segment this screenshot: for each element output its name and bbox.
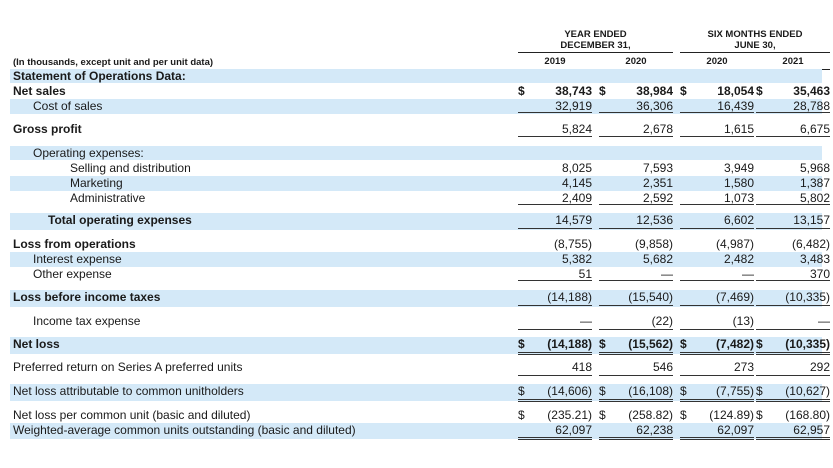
value-cell xyxy=(756,122,830,138)
table-row xyxy=(10,213,830,230)
value-cell xyxy=(680,408,754,423)
value-cell xyxy=(518,213,592,230)
value-cell xyxy=(599,237,673,252)
value-cell xyxy=(680,99,754,114)
row-label: Net loss attributable to common unitholders xyxy=(13,384,244,398)
value-underline xyxy=(680,305,754,306)
row-label: Other expense xyxy=(33,267,112,281)
value-underline xyxy=(599,305,673,306)
row-label: Income tax expense xyxy=(33,314,141,328)
value-number: 62,238 xyxy=(636,423,673,437)
value-underline xyxy=(518,305,592,306)
table-row xyxy=(10,191,830,206)
value-underline xyxy=(599,280,673,281)
value-cell xyxy=(599,176,673,191)
table-row xyxy=(10,176,830,191)
six-months-underline xyxy=(680,52,830,53)
currency-symbol: $ xyxy=(518,337,525,351)
value-number: 36,306 xyxy=(636,99,673,113)
value-cell xyxy=(756,337,830,354)
row-label: Weighted-average common units outstanding (basic and diluted) xyxy=(13,423,356,437)
value-cell xyxy=(518,408,592,423)
table-row xyxy=(10,69,822,83)
value-cell xyxy=(680,360,754,377)
value-underline xyxy=(599,228,673,229)
value-cell xyxy=(599,191,673,206)
currency-symbol: $ xyxy=(599,84,606,98)
value-number: 1,073 xyxy=(723,191,754,205)
value-cell xyxy=(680,191,754,206)
value-cell xyxy=(680,176,754,191)
value-number: 3,949 xyxy=(723,161,754,175)
value-underline xyxy=(518,228,592,229)
value-underline xyxy=(680,437,754,440)
value-underline xyxy=(599,375,673,376)
value-cell xyxy=(756,423,830,439)
value-number: (168.80) xyxy=(785,408,830,422)
value-cell xyxy=(680,122,754,138)
value-number: 418 xyxy=(571,360,592,374)
value-underline xyxy=(518,280,592,281)
value-cell xyxy=(756,84,830,98)
value-cell xyxy=(756,99,830,114)
value-number: 28,788 xyxy=(793,99,830,113)
value-cell xyxy=(599,84,673,98)
value-number: 2,482 xyxy=(723,252,754,266)
value-cell xyxy=(680,337,754,354)
value-number: (16,108) xyxy=(628,384,673,398)
value-underline xyxy=(680,136,754,137)
value-cell xyxy=(680,290,754,307)
year-header-2020-annual: 2020 xyxy=(625,56,647,67)
value-number: (258.82) xyxy=(628,408,673,422)
year-header-2020-six-months: 2020 xyxy=(706,56,728,67)
currency-symbol: $ xyxy=(756,384,763,398)
value-underline xyxy=(680,204,754,205)
value-number: 5,968 xyxy=(799,161,830,175)
value-number: (10,627) xyxy=(785,384,830,398)
year-ended-line-2: DECEMBER 31, xyxy=(560,40,631,51)
value-cell xyxy=(599,290,673,307)
table-row xyxy=(10,122,830,138)
value-number: (14,188) xyxy=(547,290,592,304)
currency-symbol: $ xyxy=(518,384,525,398)
year-ended-underline xyxy=(518,52,673,53)
value-cell xyxy=(518,252,592,267)
value-underline xyxy=(680,112,754,113)
row-label: Cost of sales xyxy=(33,99,103,113)
value-cell xyxy=(599,99,673,114)
value-cell xyxy=(680,161,754,176)
value-cell xyxy=(680,267,754,282)
value-number: 38,743 xyxy=(555,84,592,98)
currency-symbol: $ xyxy=(599,408,606,422)
table-row xyxy=(10,423,830,439)
currency-symbol: $ xyxy=(518,84,525,98)
currency-symbol: $ xyxy=(680,84,687,98)
value-underline xyxy=(680,399,754,402)
value-number: (13) xyxy=(732,314,754,328)
value-underline xyxy=(599,112,673,113)
value-number: (235.21) xyxy=(547,408,592,422)
table-row xyxy=(10,337,830,354)
value-cell xyxy=(756,360,830,377)
value-underline xyxy=(599,352,673,355)
table-row xyxy=(10,290,830,307)
value-number: 7,593 xyxy=(642,161,673,175)
value-underline xyxy=(756,352,830,355)
value-number: 38,984 xyxy=(636,84,673,98)
row-label: Net sales xyxy=(13,84,66,98)
value-number: (124.89) xyxy=(709,408,754,422)
currency-symbol: $ xyxy=(599,384,606,398)
value-cell xyxy=(518,161,592,176)
value-cell xyxy=(680,213,754,230)
year-ended-line-1: YEAR ENDED xyxy=(564,29,627,40)
value-cell xyxy=(756,161,830,176)
value-number: 6,675 xyxy=(799,122,830,136)
value-cell xyxy=(680,384,754,401)
table-row xyxy=(10,161,830,176)
column-header-six-months xyxy=(680,29,830,51)
value-cell xyxy=(680,84,754,98)
table-row xyxy=(10,267,830,282)
value-number: — xyxy=(661,267,673,281)
value-underline xyxy=(680,329,754,330)
value-underline xyxy=(756,375,830,376)
value-number: 273 xyxy=(733,360,754,374)
value-cell xyxy=(599,360,673,377)
value-number: 32,919 xyxy=(555,99,592,113)
value-underline xyxy=(756,329,830,330)
value-number: 5,824 xyxy=(561,122,592,136)
value-number: 3,483 xyxy=(799,252,830,266)
table-row xyxy=(10,384,830,401)
value-number: 13,157 xyxy=(793,213,830,227)
value-number: 16,439 xyxy=(717,99,754,113)
row-label: Selling and distribution xyxy=(70,161,191,175)
table-row xyxy=(10,84,830,98)
value-cell xyxy=(756,267,830,282)
row-label: Loss from operations xyxy=(13,237,136,251)
value-number: 292 xyxy=(809,360,830,374)
value-underline xyxy=(756,228,830,229)
value-number: 35,463 xyxy=(793,84,830,98)
table-row xyxy=(10,99,830,114)
currency-symbol: $ xyxy=(680,408,687,422)
value-number: 1,580 xyxy=(723,176,754,190)
value-number: 370 xyxy=(809,267,830,281)
value-number: 62,957 xyxy=(793,423,830,437)
row-label: Operating expenses: xyxy=(33,146,144,160)
value-underline xyxy=(756,136,830,137)
value-number: 2,409 xyxy=(561,191,592,205)
value-underline xyxy=(518,437,592,440)
value-number: (7,482) xyxy=(715,337,754,351)
value-cell xyxy=(599,408,673,423)
currency-symbol: $ xyxy=(756,84,763,98)
value-underline xyxy=(680,375,754,376)
value-cell xyxy=(756,237,830,252)
value-underline xyxy=(680,228,754,229)
value-underline xyxy=(518,352,592,355)
value-number: 51 xyxy=(578,267,592,281)
year-header-2019: 2019 xyxy=(544,56,566,67)
value-number: (15,562) xyxy=(628,337,673,351)
row-label: Interest expense xyxy=(33,252,122,266)
value-cell xyxy=(680,252,754,267)
value-underline xyxy=(599,399,673,402)
value-number: 2,678 xyxy=(642,122,673,136)
value-cell xyxy=(756,384,830,401)
value-number: 2,351 xyxy=(642,176,673,190)
value-cell xyxy=(756,252,830,267)
row-label: Net loss xyxy=(13,337,60,351)
table-row xyxy=(10,252,830,267)
value-underline xyxy=(599,329,673,330)
currency-symbol: $ xyxy=(756,408,763,422)
value-number: (9,858) xyxy=(634,237,673,251)
value-number: 2,592 xyxy=(642,191,673,205)
six-months-line-2: JUNE 30, xyxy=(734,40,776,51)
value-cell xyxy=(680,237,754,252)
value-underline xyxy=(680,280,754,281)
value-cell xyxy=(756,213,830,230)
currency-symbol: $ xyxy=(599,337,606,351)
value-cell xyxy=(599,122,673,138)
value-number: (10,335) xyxy=(785,290,830,304)
value-number: 1,387 xyxy=(799,176,830,190)
value-number: — xyxy=(742,267,754,281)
value-underline xyxy=(756,305,830,306)
row-label: Marketing xyxy=(70,176,123,190)
value-number: 5,802 xyxy=(799,191,830,205)
value-cell xyxy=(680,314,754,331)
value-cell xyxy=(518,384,592,401)
value-underline xyxy=(599,136,673,137)
value-cell xyxy=(518,337,592,354)
row-label: (In thousands, except unit and per unit data) xyxy=(13,57,214,68)
value-number: (6,482) xyxy=(791,237,830,251)
value-number: 62,097 xyxy=(717,423,754,437)
value-cell xyxy=(599,384,673,401)
row-label: Loss before income taxes xyxy=(13,290,161,304)
column-header-year-ended xyxy=(518,29,673,51)
value-number: 5,682 xyxy=(642,252,673,266)
value-cell xyxy=(599,314,673,331)
value-number: (15,540) xyxy=(628,290,673,304)
value-underline xyxy=(756,437,830,440)
value-number: (14,188) xyxy=(547,337,592,351)
value-number: 546 xyxy=(652,360,673,374)
value-number: — xyxy=(580,314,592,328)
value-number: (4,987) xyxy=(715,237,754,251)
value-cell xyxy=(756,408,830,423)
value-underline xyxy=(518,399,592,402)
row-label: Administrative xyxy=(70,191,146,205)
value-number: (22) xyxy=(651,314,673,328)
value-cell xyxy=(518,122,592,138)
value-underline xyxy=(518,136,592,137)
value-number: (14,606) xyxy=(547,384,592,398)
value-underline xyxy=(756,204,830,205)
table-row xyxy=(10,146,822,160)
value-number: 1,615 xyxy=(723,122,754,136)
value-underline xyxy=(599,437,673,440)
value-cell xyxy=(599,267,673,282)
value-cell xyxy=(518,237,592,252)
value-cell xyxy=(756,176,830,191)
value-underline xyxy=(518,204,592,205)
value-cell xyxy=(599,423,673,439)
row-label: Preferred return on Series A preferred units xyxy=(13,360,243,374)
value-number: 12,536 xyxy=(636,213,673,227)
value-number: 8,025 xyxy=(561,161,592,175)
value-cell xyxy=(518,290,592,307)
row-label: Total operating expenses xyxy=(48,213,192,227)
value-cell xyxy=(599,252,673,267)
value-cell xyxy=(599,161,673,176)
row-label: Gross profit xyxy=(13,122,82,136)
value-cell xyxy=(518,191,592,206)
value-underline xyxy=(518,375,592,376)
value-underline xyxy=(680,352,754,355)
currency-symbol: $ xyxy=(680,384,687,398)
row-label: Net loss per common unit (basic and diluted) xyxy=(13,408,251,422)
table-row xyxy=(10,408,830,423)
value-underline xyxy=(756,399,830,402)
six-months-line-1: SIX MONTHS ENDED xyxy=(707,29,803,40)
value-cell xyxy=(518,423,592,439)
value-number: (10,335) xyxy=(785,337,830,351)
currency-symbol: $ xyxy=(756,337,763,351)
value-number: (8,755) xyxy=(553,237,592,251)
value-cell xyxy=(756,191,830,206)
year-header-2021: 2021 xyxy=(782,56,804,67)
value-cell xyxy=(599,337,673,354)
row-label: Statement of Operations Data: xyxy=(13,69,186,83)
value-cell xyxy=(518,267,592,282)
value-number: 14,579 xyxy=(555,213,592,227)
value-cell xyxy=(756,290,830,307)
currency-symbol: $ xyxy=(680,337,687,351)
value-cell xyxy=(680,423,754,439)
value-number: 18,054 xyxy=(717,84,754,98)
value-number: 5,382 xyxy=(561,252,592,266)
value-cell xyxy=(518,84,592,98)
value-number: — xyxy=(818,314,830,328)
value-cell xyxy=(756,314,830,331)
value-cell xyxy=(518,314,592,331)
value-underline xyxy=(756,112,830,113)
value-number: 6,602 xyxy=(723,213,754,227)
value-number: (7,755) xyxy=(715,384,754,398)
value-cell xyxy=(599,213,673,230)
value-number: (7,469) xyxy=(715,290,754,304)
value-number: 62,097 xyxy=(555,423,592,437)
value-cell xyxy=(518,176,592,191)
currency-symbol: $ xyxy=(518,408,525,422)
value-cell xyxy=(518,360,592,377)
value-underline xyxy=(518,329,592,330)
table-row xyxy=(10,237,830,252)
table-row xyxy=(10,360,830,377)
value-number: 4,145 xyxy=(561,176,592,190)
table-row xyxy=(10,57,822,69)
value-underline xyxy=(756,280,830,281)
value-cell xyxy=(518,99,592,114)
table-row xyxy=(10,314,830,331)
value-underline xyxy=(599,204,673,205)
value-underline xyxy=(518,112,592,113)
